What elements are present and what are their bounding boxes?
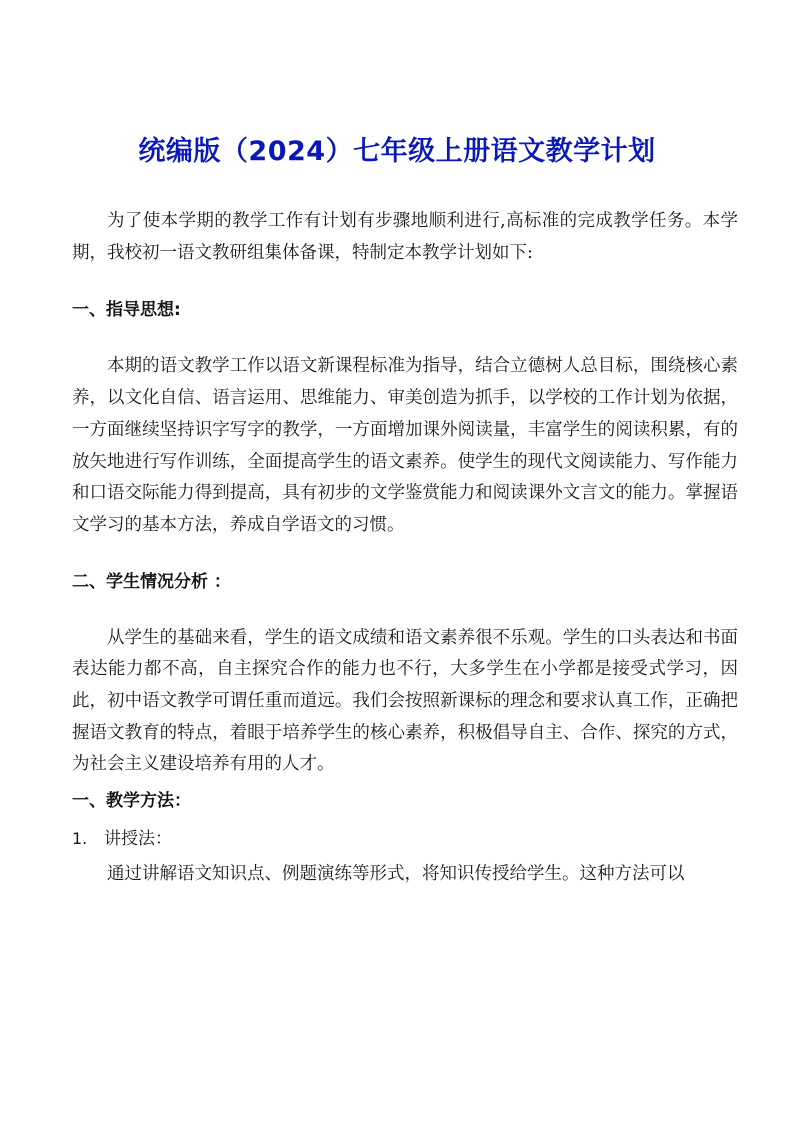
document-title: 统编版（2024）七年级上册语文教学计划 (138, 136, 656, 167)
list-item-label: 讲授法： (104, 829, 172, 850)
section-heading-student-analysis: 二、学生情况分析 ： (72, 571, 231, 592)
list-item-number: 1. (72, 829, 88, 849)
method-1-paragraph: 通过讲解语文知识点、例题演练等形式，将知识传授给学生。这种方法可以 (107, 864, 685, 885)
document-body (72, 206, 738, 891)
section-heading-teaching-methods: 一、教学方法： (72, 791, 191, 812)
list-item-method-1 (72, 825, 738, 853)
intro-paragraph: 为了使本学期的教学工作有计划有步骤地顺利进行,高标准的完成教学任务。本学期，我校初一语文教研组集体备课，特制定本教学计划如下: (72, 211, 738, 263)
section-paragraph-student-analysis: 从学生的基础来看，学生的语文成绩和语文素养很不乐观。学生的口头表达和书面表达能力都不高，自主探究合作的能力也不行，大多学生在小学都是接受式学习，因此，初中语文教学可谓任重而道远。我们会按照新课标的理念和要求认真工作，正确把握语文教育的特点，着眼于培养学生的核心素养，积极倡导自主、合作、探究的方式，为社会主义建设培养有用的人才。 (72, 627, 738, 775)
section-paragraph-guiding-ideology: 本期的语文教学工作以语文新课程标准为指导，结合立德树人总目标，围绕核心素养，以文化自信、语言运用、思维能力、审美创造为抓手，以学校的工作计划为依据，一方面继续坚持识字写字的教学，一方面增加课外阅读量，丰富学生的阅读积累，有的放矢地进行写作训练，全面提高学生的语文素养。使学生的现代文阅读能力、写作能力和口语交际能力得到提高，具有初步的文学鉴赏能力和阅读课外文言文的能力。掌握语文学习的基本方法，养成自学语文的习惯。 (72, 356, 738, 535)
section-heading-guiding-ideology: 一、指导思想: (72, 300, 181, 321)
